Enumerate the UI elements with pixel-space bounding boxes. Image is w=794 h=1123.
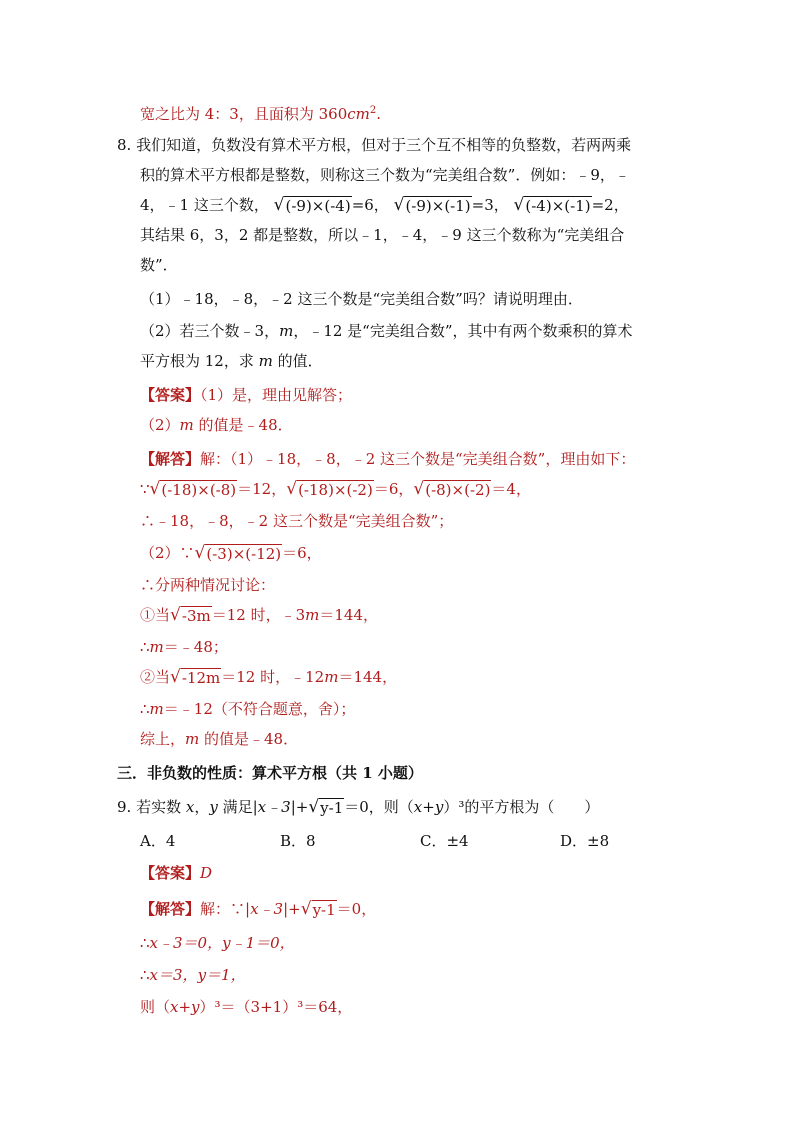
text: （2） bbox=[140, 416, 180, 434]
text: ＝6， bbox=[373, 480, 414, 498]
q8-solution1 bbox=[140, 448, 635, 470]
text: 综上， bbox=[140, 730, 186, 748]
q9-solution4 bbox=[140, 996, 352, 1018]
section-title bbox=[117, 762, 423, 784]
text: ＝0，则（ bbox=[344, 798, 414, 816]
sum-expr: x+y bbox=[413, 798, 444, 816]
q8-solution5 bbox=[140, 574, 275, 596]
q8-value: =6， bbox=[351, 196, 389, 214]
sqrt-expr: √ (-18)×(-2) bbox=[286, 479, 373, 499]
q8-stem-3: 4，﹣1 这三个数， bbox=[140, 196, 269, 214]
var-m: m bbox=[179, 416, 194, 434]
q8-solution2 bbox=[140, 478, 531, 500]
q8-part2b bbox=[140, 350, 323, 372]
q8-answer2 bbox=[140, 414, 293, 436]
q8-conclusion bbox=[140, 728, 298, 750]
var-y: y bbox=[209, 798, 218, 816]
text: ＝144， bbox=[338, 668, 398, 686]
q8-part2a bbox=[140, 320, 633, 342]
solution-line: ∴分两种情况讨论： bbox=[140, 576, 276, 594]
abs-expr: x﹣3 bbox=[257, 798, 291, 816]
q8-stem-5: 数”． bbox=[140, 256, 178, 274]
option-b[interactable]: B．8 bbox=[280, 832, 316, 850]
option-c[interactable]: C．±4 bbox=[420, 832, 469, 850]
q9-options bbox=[140, 830, 700, 852]
var-m: m bbox=[258, 352, 273, 370]
because-symbol: ∵ bbox=[140, 480, 150, 498]
sqrt-expr: √ (-18)×(-8) bbox=[149, 479, 237, 499]
prev-text: 宽之比为 4：3，且面积为 360 bbox=[140, 105, 348, 123]
sqrt-expr: √ (-8)×(-2) bbox=[413, 479, 491, 499]
var-m: m bbox=[149, 700, 164, 718]
prev-exp: 2 bbox=[369, 105, 377, 116]
text: 的值是﹣48． bbox=[193, 416, 293, 434]
text: ∴ bbox=[140, 966, 150, 984]
q9-answer bbox=[140, 862, 212, 884]
q9-solution2 bbox=[140, 932, 295, 954]
text: ∴ bbox=[140, 638, 150, 656]
prev-question-tail bbox=[140, 100, 381, 125]
solution-line: 解：（1）﹣18，﹣8，﹣2 这三个数是“完美组合数”，理由如下： bbox=[200, 450, 636, 468]
sqrt-expr: √ (-3)×(-12) bbox=[194, 543, 282, 563]
sqrt-expr: √ (-9)×(-1) bbox=[393, 195, 471, 215]
text: ＝12 时，﹣3 bbox=[211, 606, 306, 624]
q8-case2 bbox=[140, 666, 397, 688]
text: 若实数 bbox=[136, 798, 186, 816]
q8-line3 bbox=[140, 194, 629, 216]
equation: x＝3， bbox=[149, 966, 198, 984]
q8-value: =2， bbox=[591, 196, 629, 214]
text: |+ bbox=[290, 798, 309, 816]
var-x: x bbox=[185, 798, 195, 816]
q8-part1-text: （1）﹣18，﹣8，﹣2 这三个数是“完美组合数”吗？请说明理由． bbox=[140, 290, 583, 308]
case-marker: ① bbox=[140, 606, 156, 624]
q8-solution4 bbox=[140, 542, 322, 564]
q9-solution1 bbox=[140, 898, 376, 920]
var-m: m bbox=[305, 606, 320, 624]
sum-expr: x+y bbox=[170, 998, 200, 1016]
q8-number: 8. bbox=[117, 136, 132, 154]
text: 的值． bbox=[272, 352, 323, 370]
text: ＝4， bbox=[491, 480, 531, 498]
answer-1: （1）是，理由见解答； bbox=[200, 386, 353, 404]
q8-answer bbox=[140, 384, 352, 406]
text: 平方根为 12，求 bbox=[140, 352, 259, 370]
q8-case1 bbox=[140, 604, 378, 626]
text: 解：∵| bbox=[200, 900, 251, 918]
q8-line1 bbox=[117, 134, 631, 156]
section-title-text: 三．非负数的性质：算术平方根（共 1 小题） bbox=[117, 764, 423, 782]
text: ＝12 时，﹣12 bbox=[221, 668, 325, 686]
text: 的值是﹣48． bbox=[199, 730, 299, 748]
abs-expr: x﹣3 bbox=[250, 900, 284, 918]
prev-end: . bbox=[376, 105, 382, 123]
equation: y﹣1＝0， bbox=[222, 934, 295, 952]
solution-tag: 【解答】 bbox=[140, 450, 201, 468]
q9-number: 9. bbox=[117, 798, 132, 816]
text: ＝﹣12（不符合题意，舍）； bbox=[163, 700, 356, 718]
q8-line5 bbox=[140, 254, 178, 276]
text: ∴ bbox=[140, 934, 150, 952]
answer-tag: 【答案】 bbox=[140, 864, 201, 882]
text: 满足| bbox=[217, 798, 258, 816]
var-m: m bbox=[185, 730, 200, 748]
text: ）³＝（3+1）³＝64， bbox=[199, 998, 353, 1016]
text: ＝0， bbox=[336, 900, 377, 918]
text: （2）若三个数﹣3， bbox=[140, 322, 280, 340]
q8-stem-1: 我们知道，负数没有算术平方根，但对于三个互不相等的负整数，若两两乘 bbox=[136, 136, 632, 154]
text: ＝6， bbox=[282, 544, 322, 562]
var-m: m bbox=[279, 322, 294, 340]
solution-tag: 【解答】 bbox=[140, 900, 201, 918]
equation: y＝1， bbox=[197, 966, 246, 984]
text: ，﹣12 是“完美组合数”，其中有两个数乘积的算术 bbox=[293, 322, 633, 340]
answer-value: D bbox=[200, 864, 213, 882]
sqrt-expr: √ y-1 bbox=[300, 899, 336, 919]
sqrt-expr: √ y-1 bbox=[308, 797, 344, 817]
case-marker: ② bbox=[140, 668, 156, 686]
sqrt-expr: √ (-4)×(-1) bbox=[513, 195, 591, 215]
text: 则（ bbox=[140, 998, 171, 1016]
text: ＝﹣48； bbox=[163, 638, 228, 656]
equation: x﹣3＝0， bbox=[149, 934, 223, 952]
q8-line4 bbox=[140, 224, 624, 246]
q8-value: =3， bbox=[471, 196, 509, 214]
var-m: m bbox=[149, 638, 164, 656]
q8-stem-2: 积的算术平方根都是整数，则称这三个数为“完美组合数”．例如：﹣9，﹣ bbox=[140, 166, 630, 184]
var-m: m bbox=[324, 668, 339, 686]
text: ）³的平方根为（ ） bbox=[443, 798, 600, 816]
text: ∴ bbox=[140, 700, 150, 718]
q8-case1-result bbox=[140, 636, 228, 658]
q8-line2 bbox=[140, 164, 630, 186]
text: 当 bbox=[155, 606, 171, 624]
option-a[interactable]: A．4 bbox=[140, 832, 176, 850]
sqrt-expr: √ -12m bbox=[170, 667, 221, 687]
solution-line: ∴﹣18，﹣8，﹣2 这三个数是“完美组合数”； bbox=[140, 512, 454, 530]
q9-solution3 bbox=[140, 964, 246, 986]
text: ， bbox=[194, 798, 210, 816]
sqrt-expr: √ -3m bbox=[170, 605, 211, 625]
q8-solution3 bbox=[140, 510, 453, 532]
prev-unit: cm bbox=[347, 105, 370, 123]
q8-stem-4: 其结果 6，3，2 都是整数，所以﹣1，﹣4，﹣9 这三个数称为“完美组合 bbox=[140, 226, 625, 244]
q8-case2-result bbox=[140, 698, 355, 720]
answer-tag: 【答案】 bbox=[140, 386, 201, 404]
text: |+ bbox=[283, 900, 301, 918]
sqrt-expr: √ (-9)×(-4) bbox=[273, 195, 351, 215]
q8-part1 bbox=[140, 288, 583, 310]
option-d[interactable]: D．±8 bbox=[560, 832, 610, 850]
q9-stem bbox=[117, 796, 599, 818]
text: 当 bbox=[155, 668, 171, 686]
text: ＝144， bbox=[319, 606, 378, 624]
text: ＝12， bbox=[237, 480, 287, 498]
text: （2）∵ bbox=[140, 544, 195, 562]
